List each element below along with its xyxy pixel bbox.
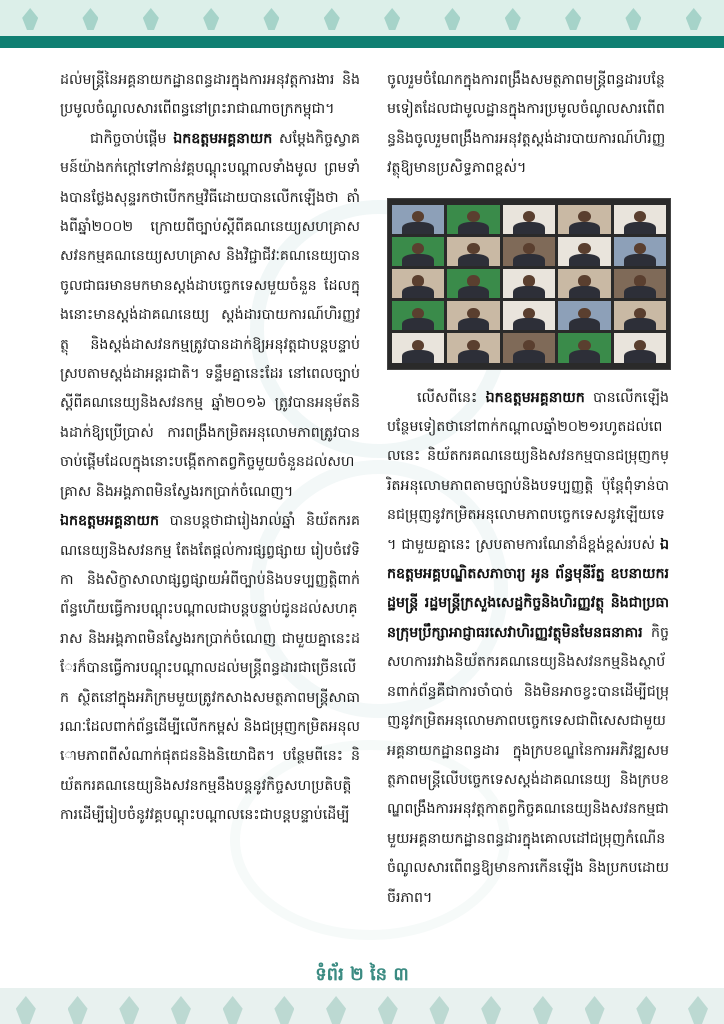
paragraph [60, 125, 360, 507]
participant-tile [447, 269, 499, 298]
header-motif-row [0, 6, 724, 32]
paragraph-text: បានលើកឡើងបន្ថែមទៀតថានៅពាក់កណ្តាលឆ្នាំ២០២១រហូតដល់ពេលនេះ និយ័តករគណនេយ្យនិងសវនកម្មបានជម្រុញកម្រិតអនុលោមភាពតាមច្បាប់និងបទប្បញ្ញត្តិ ប៉ុន្តែពុំទាន់បានជម្រុញនូវកម្រិតអនុលោមភាពបច្ចេកទេសនូវឡើយទេ។ ជាមួយគ្នានេះ ស្របតាមការណែនាំដ៏ខ្ពង់ខ្ពស់របស់ [387, 389, 669, 553]
participant-tile [614, 237, 666, 266]
participant-tile [558, 205, 610, 234]
participant-tile [503, 205, 555, 234]
paragraph-text: បានបន្តថាជារៀងរាល់ឆ្នាំ និយ័តករគណនេយ្យនិងសវនកម្ម តែងតែផ្តល់ការផ្សព្វផ្សាយ រៀបចំវេទិកា និងសិក្ខាសាលាផ្សព្វផ្សាយអំពីច្បាប់និងបទប្បញ្ញត្តិពាក់ព័ន្ធហើយធ្វើការបណ្តុះបណ្តាលជាបន្តបន្ទាប់ជូនដល់សហគ្រាស និងអង្គភាពមិនស្វែងរកប្រាក់ចំណេញ ជាមួយគ្នានេះដែរក៏បានធ្វើការបណ្តុះបណ្តាលដល់មន្ត្រីពន្ធដារជាច្រើនលើក ស្ថិតនៅក្នុងអភិក្រមមួយត្រូវកសាងសមត្ថភាពមន្ត្រីសាធារណៈដែលពាក់ព័ន្ធដើម្បីលើកកម្ពស់ និងជម្រុញកម្រិតអនុលោមភាពពីសំណាក់ផុតជននិងនិយោជិត។ បន្ថែមពីនេះ និយ័តករគណនេយ្យនិងសវនកម្មនឹងបន្តនូវកិច្ចសហប្រតិបត្តិការដើម្បីរៀបចំនូវវគ្គបណ្តុះបណ្តាលនេះជាបន្តបន្ទាប់ដើម្បី [60, 513, 361, 824]
ornament-icon [384, 8, 400, 30]
participant-tile [447, 301, 499, 330]
footer-ornament-band [0, 988, 724, 1024]
ornament-icon [16, 996, 36, 1024]
ornament-icon [223, 996, 243, 1024]
participant-grid [392, 205, 666, 363]
paragraph-text: លើសពីនេះ [417, 389, 478, 406]
ornament-icon [326, 996, 346, 1024]
participant-tile [614, 301, 666, 330]
paragraph [387, 384, 669, 913]
ornament-icon [686, 8, 702, 30]
page-number: ទំព័រ ២ នៃ ៣ [315, 964, 409, 985]
participant-tile [503, 269, 555, 298]
video-conference-photo [387, 198, 671, 370]
ornament-icon [505, 8, 521, 30]
ornament-icon [625, 8, 641, 30]
participant-tile [503, 333, 555, 362]
ornament-icon [636, 996, 656, 1024]
director-general-title: ឯកឧត្តមអគ្គនាយក [173, 130, 273, 147]
header-ornament-band [0, 0, 724, 48]
participant-tile [614, 269, 666, 298]
ornament-icon [68, 996, 88, 1024]
paragraph [387, 66, 669, 184]
participant-tile [614, 205, 666, 234]
paragraph-text: កិច្ចសហការរវាងនិយ័តករគណនេយ្យនិងសវនកម្មនិងស្ថាប័នពាក់ព័ន្ធគឺជាការចាំបាច់ និងមិនអាចខ្វះបានដើម្បីជម្រុញនូវកម្រិតអនុលោមភាពបច្ចេកទេសជាពិសេសជាមួយអគ្គនាយកដ្ឋានពន្ធដារ ក្នុងក្របខណ្ឌនៃការអភិវឌ្ឍសមត្ថភាពមន្ត្រីលើបច្ចេកទេសស្តង់ដាគណនេយ្យ និងក្របខណ្ឌពង្រឹងការអនុវត្តកាតព្វកិច្ចគណនេយ្យនិងសវនកម្មជាមួយអគ្គនាយកដ្ឋានពន្ធដារក្នុងគោលដៅជម្រុញកំណើនចំណូលសារពើពន្ធឱ្យមានការកើនឡើង និងប្រកបដោយចីរភាព។ [387, 624, 669, 906]
ornament-icon [324, 8, 340, 30]
ornament-icon [263, 8, 279, 30]
participant-tile [392, 205, 444, 234]
right-column [387, 66, 669, 913]
participant-tile [558, 333, 610, 362]
ornament-icon [274, 996, 294, 1024]
participant-tile [447, 237, 499, 266]
ornament-icon [203, 8, 219, 30]
participant-tile [447, 205, 499, 234]
ornament-icon [585, 996, 605, 1024]
ornament-icon [565, 8, 581, 30]
ornament-icon [688, 996, 708, 1024]
participant-tile [503, 237, 555, 266]
participant-tile [558, 269, 610, 298]
participant-tile [392, 269, 444, 298]
ornament-icon [119, 996, 139, 1024]
ornament-icon [171, 996, 191, 1024]
participant-tile [392, 333, 444, 362]
ornament-icon [143, 8, 159, 30]
ornament-icon [429, 996, 449, 1024]
participant-tile [614, 333, 666, 362]
paragraph-text: ជាកិច្ចចាប់ផ្តើម [90, 130, 167, 147]
ornament-icon [444, 8, 460, 30]
participant-tile [392, 237, 444, 266]
ornament-icon [481, 996, 501, 1024]
ornament-icon [82, 8, 98, 30]
ornament-icon [22, 8, 38, 30]
paragraph-text: ដល់មន្ត្រីនៃអគ្គនាយកដ្ឋានពន្ធដារក្នុងការអនុវត្តការងារ និងប្រមូលចំណូលសារពើពន្ធនៅព្រះរាជាណាចក្រកម្ពុជា។ [60, 72, 360, 118]
participant-tile [558, 237, 610, 266]
left-column [60, 66, 360, 831]
paragraph [60, 507, 360, 830]
participant-tile [503, 301, 555, 330]
paragraph-text: ចូលរួមចំណែកក្នុងការពង្រឹងសមត្ថភាពមន្ត្រីពន្ធដារបន្ថែមទៀតដែលជាមូលដ្ឋានក្នុងការប្រមូលចំណូលសារពើពន្ធនិងចូលរួមពង្រឹងការអនុវត្តស្តង់ដារបាយការណ៍ហិរញ្ញវត្ថុឱ្យមានប្រសិទ្ធភាពខ្ពស់។ [387, 72, 666, 177]
participant-tile [392, 301, 444, 330]
participant-tile [558, 301, 610, 330]
participant-tile [447, 333, 499, 362]
director-general-title: ឯកឧត្តមអគ្គនាយក [60, 513, 160, 530]
paragraph [60, 66, 360, 125]
ornament-icon [378, 996, 398, 1024]
minister-title: ឯកឧត្តមអគ្គបណ្ឌិតសភាចារ្យ អូន ព័ន្ធមុនីរ័ត្ន ឧបនាយករដ្ឋមន្ត្រី រដ្ឋមន្ត្រីក្រសួងសេដ្ឋកិច្ចនិងហិរញ្ញវត្ថុ និងជាប្រធានក្រុមប្រឹក្សាអាជ្ញាធរសេវាហិរញ្ញវត្ថុមិនមែនធនាគារ [387, 536, 669, 641]
ornament-icon [533, 996, 553, 1024]
paragraph-text: សម្តែងកិច្ចស្វាគមន៍យ៉ាងកក់ក្តៅទៅកាន់វគ្គបណ្តុះបណ្តាលទាំងមូល ព្រមទាំងបានថ្លែងសុន្ទរកថាបើកកម្មវិធីដោយបានលើកឡើងថា តាំងពីឆ្នាំ២០០២ ក្រោយពីច្បាប់ស្តីពីគណនេយ្យសហគ្រាស សវនកម្មគណនេយ្យសហគ្រាស និងវិជ្ជាជីវៈគណនេយ្យបានចូលជាធរមានមកមានស្តង់ដាបច្ចេកទេសមួយចំនួន ដែលក្នុងនោះមានស្តង់ដាគណនេយ្យ ស្តង់ដារបាយការណ៍ហិរញ្ញវត្ថុ និងស្តង់ដាសវនកម្មត្រូវបានដាក់ឱ្យអនុវត្តជាបន្តបន្ទាប់ ស្របតាមស្តង់ដាអន្តរជាតិ។ ទន្ទឹមគ្នានេះដែរ នៅពេលច្បាប់ស្តីពីគណនេយ្យនិងសវនកម្ម ឆ្នាំ២០១៦ ត្រូវបានអនុម័តនិងដាក់ឱ្យប្រើប្រាស់ ការពង្រឹងកម្រិតអនុលោមភាពត្រូវបានចាប់ផ្តើមដែលក្នុងនោះបង្កើតកាតព្វកិច្ចមួយចំនួនដល់សហគ្រាស និងអង្គភាពមិនស្វែងរកប្រាក់ចំណេញ។ [60, 130, 361, 500]
director-general-title: ឯកឧត្តមអគ្គនាយក [485, 389, 585, 406]
